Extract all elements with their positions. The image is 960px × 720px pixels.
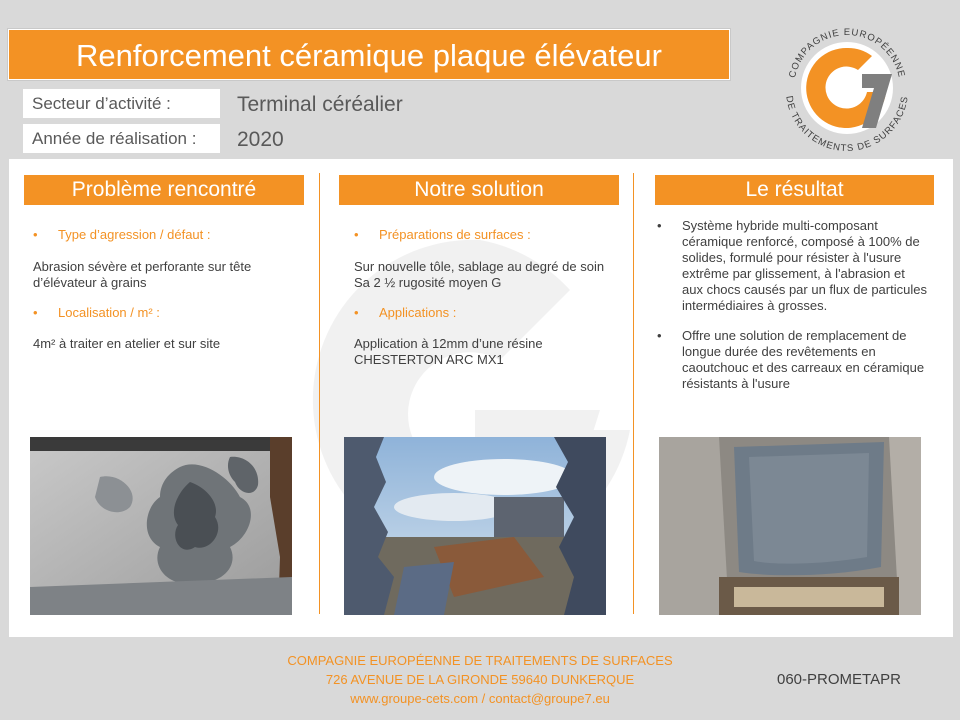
solution-column (354, 227, 609, 368)
year-value: 2020 (237, 128, 284, 151)
footer-address: 726 AVENUE DE LA GIRONDE 59640 DUNKERQUE (325, 672, 635, 687)
footer-company-name: COMPAGNIE EUROPÉENNE DE TRAITEMENTS DE SURFACES (287, 653, 673, 668)
solution-item1-text: Sur nouvelle tôle, sablage au degré de soin Sa 2 ½ rugosité moyen G (354, 259, 605, 290)
problem-heading: Problème rencontré (24, 175, 304, 205)
result-heading: Le résultat (655, 175, 934, 205)
company-footer (220, 651, 740, 708)
problem-item1-text: Abrasion sévère et perforante sur tête d’élévateur à grains (33, 259, 252, 290)
photo-damaged-plate (30, 437, 292, 615)
solution-item2-text: Application à 12mm d’une résine CHESTERTON ARC MX1 (354, 336, 543, 367)
problem-column (33, 227, 298, 352)
company-logo (772, 10, 922, 160)
logo-bottom-text: DE TRAITEMENTS DE SURFACES (783, 95, 911, 155)
problem-item1-title: • Type d’agression / défaut : (33, 227, 211, 242)
result-item2: • Offre une solution de remplacement de longue durée des revêtements en caoutchouc et des carreaux en céramique résistants à l'usure (657, 328, 925, 391)
sector-label: Secteur d’activité : (23, 89, 220, 118)
solution-heading: Notre solution (339, 175, 619, 205)
logo-top-text: COMPAGNIE EUROPÉENNE (787, 26, 907, 80)
page-title: Renforcement céramique plaque élévateur (76, 38, 662, 73)
photo-coated-result (659, 437, 921, 615)
column-divider (633, 173, 634, 614)
year-label: Année de réalisation : (23, 124, 220, 153)
reference-code: 060-PROMETAPR (777, 671, 901, 688)
solution-item1-title: • Préparations de surfaces : (354, 227, 531, 242)
solution-item2-title: • Applications : (354, 305, 457, 320)
photo-new-plate (344, 437, 606, 615)
problem-item2-text: 4m² à traiter en atelier et sur site (33, 336, 221, 351)
problem-item2-title: • Localisation / m² : (33, 305, 160, 320)
sector-value: Terminal céréalier (237, 93, 403, 116)
title-banner (8, 29, 730, 80)
result-item1: • Système hybride multi-composant céramique renforcé, composé à 100% de solides, formulé pour résister à l'usure extrême par glissement, à l'abrasion et aux chocs causés par un flux de particules intermédiaires à grosses. (657, 218, 927, 313)
footer-contact: www.groupe-cets.com / contact@groupe7.eu (350, 691, 610, 706)
result-column (657, 218, 929, 406)
column-divider (319, 173, 320, 614)
